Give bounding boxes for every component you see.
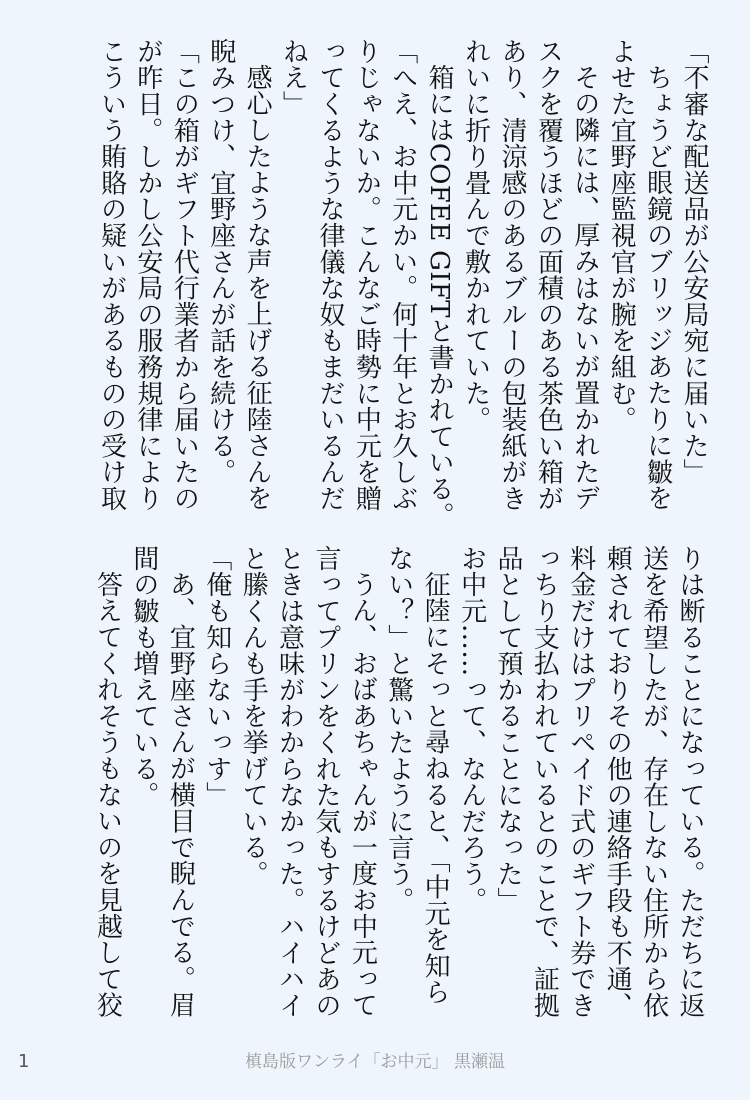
text-line: 言ってプリンをくれた気もするけどあの [310, 545, 341, 1019]
text-line: 睨みつけ、宜野座さんが話を続ける。 [205, 38, 236, 486]
text-line: こういう賄賂の疑いがあるものの受け取 [96, 38, 127, 512]
page-footer: 槙島版ワンライ「お中元」 黒瀬温 [245, 1052, 505, 1072]
text-line: あり、清涼感のあるブルーの包装紙がき [496, 38, 527, 512]
text-line: あ、宜野座さんが横目で睨んでる。眉 [165, 571, 196, 1019]
text-line: 答えてくれそうもないのを見越して狡 [92, 571, 123, 1019]
text-line: うん、おばあちゃんが一度お中元って [347, 571, 378, 1019]
text-line: ない？」と驚いたように言う。 [383, 545, 414, 914]
text-line: っちり支払われているとのことで、証拠 [529, 545, 560, 1019]
text-line: 「この箱がギフト代行業者から届いたの [169, 38, 200, 512]
text-line: その隣には、厚みはないが置かれたデ [569, 64, 600, 512]
text-line: が昨日。しかし公安局の服務規律により [132, 38, 163, 512]
text-line: 間の皺も増えている。 [128, 545, 159, 808]
text-line: りじゃないか。こんなご時勢に中元を贈 [351, 38, 382, 512]
text-line: と縢くんも手を挙げている。 [238, 545, 269, 887]
text-line: 感心したような声を上げる征陸さんを [242, 64, 273, 512]
text-line: 「へえ、お中元かい。何十年とお久しぶ [387, 38, 418, 512]
text-line: ねえ」 [278, 38, 309, 117]
text-line: よせた宜野座監視官が腕を組む。 [606, 38, 637, 433]
text-line: スクを覆うほどの面積のある茶色い箱が [533, 38, 564, 512]
text-line: ってくるような律儀な奴もまだいるんだ [314, 38, 345, 512]
text-line: お中元……って、なんだろう。 [456, 545, 487, 914]
text-line: 頼されておりその他の連絡手段も不通、 [602, 545, 633, 1019]
text-line: 「不審な配送品が公安局宛に届いた」 [679, 38, 709, 486]
text-line: 送を希望したが、存在しない住所から依 [638, 545, 669, 1019]
text-line: 箱にはCOFEE GIFTと書かれている。 [424, 64, 455, 529]
text-line: 品として預かることになった」 [492, 545, 523, 914]
body-text-lower [89, 545, 708, 1035]
text-line: 料金だけはプリペイド式のギフト券でき [565, 545, 596, 1019]
text-line: 「俺も知らないっす」 [201, 545, 232, 808]
page-number: 1 [18, 1051, 30, 1072]
text-line: りは断ることになっている。ただちに返 [675, 545, 705, 1019]
text-line: ときは意味がわからなかった。ハイハイ [274, 545, 305, 1019]
text-line: れいに折り畳んで敷かれていた。 [460, 38, 491, 433]
body-text-upper [93, 38, 712, 528]
text-line: ちょうど眼鏡のブリッジあたりに皺を [642, 64, 673, 512]
text-line: 征陸にそっと尋ねると、「中元を知ら [420, 571, 451, 1006]
